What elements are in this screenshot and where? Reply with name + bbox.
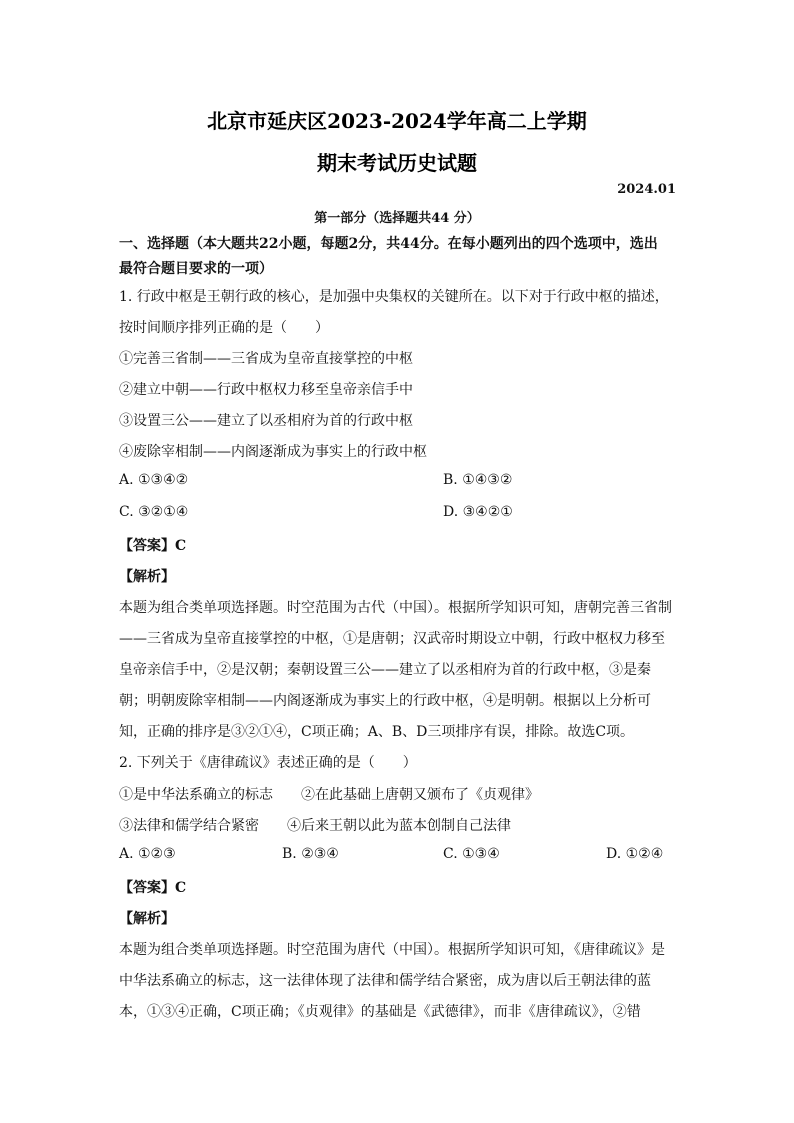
document-title-line2: 期末考试历史试题	[317, 151, 477, 175]
q1-option-a: A. ①③④②	[119, 472, 189, 488]
q1-analysis-line4: 朝；明朝废除宰相制——内阁逐渐成为事实上的行政中枢，④是明朝。根据以上分析可	[119, 693, 651, 709]
q1-option-b: B. ①④③②	[443, 472, 513, 488]
q2-answer: 【答案】C	[119, 880, 187, 896]
q1-analysis-line3: 皇帝亲信手中，②是汉朝；秦朝设置三公——建立了以丞相府为首的行政中枢，③是秦	[119, 662, 651, 678]
q1-analysis-line2: ——三省成为皇帝直接掌控的中枢，①是唐朝；汉武帝时期设立中朝，行政中枢权力移至	[119, 631, 665, 647]
exam-date: 2024.01	[617, 182, 676, 197]
document-title-line1: 北京市延庆区2023-2024学年高二上学期	[207, 109, 587, 133]
part-heading: 第一部分（选择题共44 分）	[314, 211, 480, 226]
q1-option-d: D. ③④②①	[443, 504, 513, 520]
q1-answer: 【答案】C	[119, 538, 187, 554]
q1-stem-line1: 1. 行政中枢是王朝行政的核心，是加强中央集权的关键所在。以下对于行政中枢的描述，	[119, 289, 669, 305]
q1-item-2: ②建立中朝——行政中枢权力移至皇帝亲信手中	[119, 382, 413, 398]
q1-option-c: C. ③②①④	[119, 504, 189, 520]
section-heading-line1: 一、选择题（本大题共22小题，每题2分，共44分。在每小题列出的四个选项中，选出	[119, 236, 658, 252]
q1-item-4: ④废除宰相制——内阁逐渐成为事实上的行政中枢	[119, 444, 427, 460]
q1-analysis-line1: 本题为组合类单项选择题。时空范围为古代（中国）。根据所学知识可知，唐朝完善三省制	[119, 600, 672, 616]
q1-item-3: ③设置三公——建立了以丞相府为首的行政中枢	[119, 413, 413, 429]
q2-analysis-label: 【解析】	[119, 911, 175, 927]
section-heading-line2: 最符合题目要求的一项）	[119, 261, 273, 277]
q1-analysis-line5: 知，正确的排序是③②①④，C项正确；A、B、D三项排序有误，排除。故选C项。	[119, 724, 635, 740]
q2-items-row1: ①是中华法系确立的标志 ②在此基础上唐朝又颁布了《贞观律》	[119, 787, 539, 803]
q2-analysis-line1: 本题为组合类单项选择题。时空范围为唐代（中国）。根据所学知识可知，《唐律疏议》是	[119, 942, 665, 958]
q2-analysis-line2: 中华法系确立的标志，这一法律体现了法律和儒学结合紧密，成为唐以后王朝法律的蓝	[119, 973, 651, 989]
q2-option-a: A. ①②③	[119, 846, 176, 862]
q2-stem: 2. 下列关于《唐律疏议》表述正确的是（ ）	[119, 755, 417, 771]
q1-analysis-label: 【解析】	[119, 569, 175, 585]
q2-option-b: B. ②③④	[282, 846, 339, 862]
q2-items-row2: ③法律和儒学结合紧密 ④后来王朝以此为蓝本创制自己法律	[119, 818, 511, 834]
q1-stem-line2: 按时间顺序排列正确的是（ ）	[119, 320, 329, 336]
q1-item-1: ①完善三省制——三省成为皇帝直接掌控的中枢	[119, 351, 413, 367]
q2-option-c: C. ①③④	[443, 846, 500, 862]
q2-analysis-line3: 本，①③④正确，C项正确；《贞观律》的基础是《武德律》，而非《唐律疏议》，②错	[119, 1004, 641, 1020]
q2-option-d: D. ①②④	[606, 846, 664, 862]
